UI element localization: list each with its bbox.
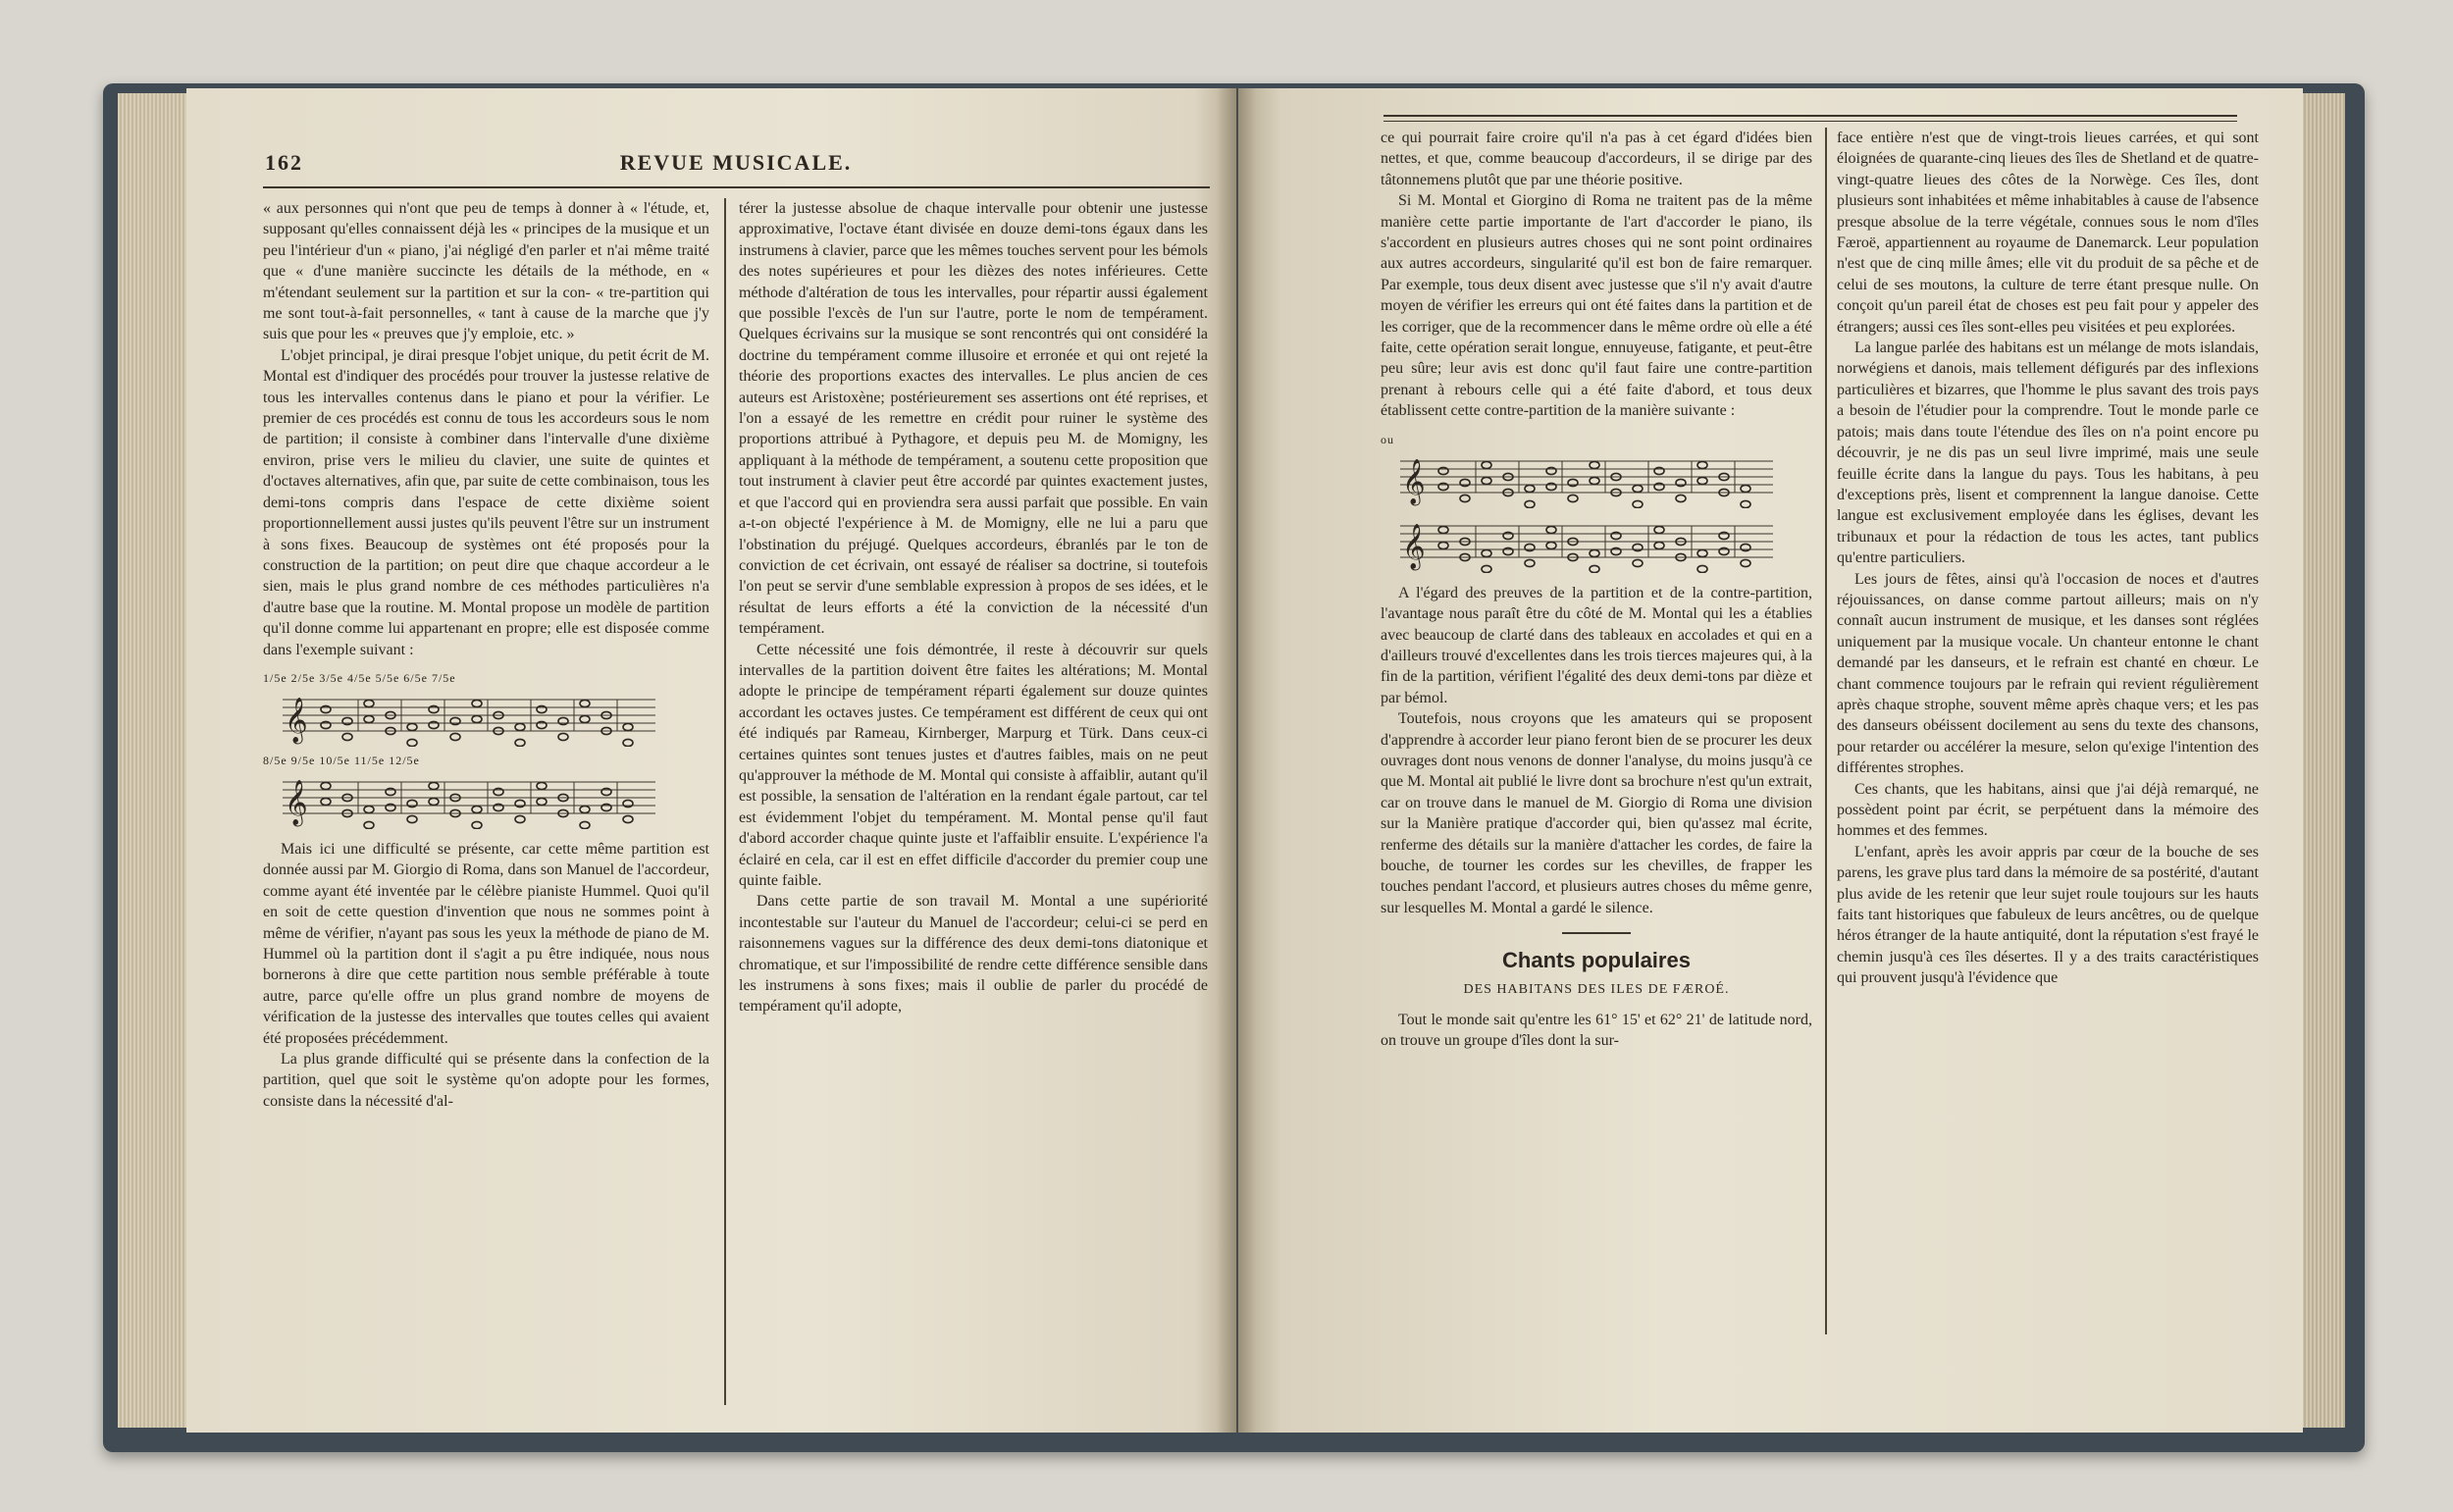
- note-icon: [1697, 477, 1707, 484]
- note-icon: [1654, 542, 1664, 548]
- note-icon: [321, 782, 331, 789]
- note-icon: [1697, 565, 1707, 572]
- section-heading: Chants populaires: [1502, 948, 1691, 973]
- note-icon: [1438, 526, 1448, 533]
- note-icon: [1525, 500, 1535, 507]
- note-icon: [321, 798, 331, 805]
- music-labels-bottom: 8/5e 9/5e 10/5e 11/5e 12/5e: [263, 753, 420, 767]
- note-icon: [623, 800, 633, 807]
- treble-clef-icon: 𝄞: [1402, 458, 1426, 504]
- note-icon: [1697, 549, 1707, 556]
- note-icon: [1482, 461, 1491, 468]
- note-icon: [623, 723, 633, 730]
- note-icon: [1633, 485, 1643, 492]
- note-icon: [1654, 526, 1664, 533]
- note-icon: [1438, 542, 1448, 548]
- left-page-column-1: [263, 198, 709, 1410]
- paragraph: Mais ici une difficulté se présente, car cette même partition est donnée aussi par M. Giorgio di Roma, dans son Manuel de l'accordeur, comme ayant été inventée par le célèbre pianiste Hummel. Quoi qu'il en soit de cette question d'invention que nous ne sommes point à même de vérifier, n'ayant pas sous les yeux la méthode de piano de M. Hummel où la partition dont il s'agit a pu être indiquée, nous nous bornerons à dire que cette partition nous semble préférable à toute autre, parce qu'elle offre un plus grand nombre de moyens de vérification de la justesse des intervalles que toutes celles qui avaient été proposées précédemment.: [263, 840, 709, 1047]
- note-icon: [321, 705, 331, 712]
- column-rule: [724, 198, 726, 1405]
- note-icon: [1546, 483, 1556, 490]
- note-icon: [1482, 477, 1491, 484]
- paragraph: Cette nécessité une fois démontrée, il reste à découvrir sur quels intervalles de la partition doivent être faites les altérations; M. Montal adopte le principe de tempérament réparti également sur douze quintes accordant les octaves justes. Ce tempérament est différent de ceux qui ont été indiqués par Rameau, Kirnberger, Marpurg et Türk. Dans ceux-ci certaines quintes sont tenues justes et d'autres faibles, mais on ne peut qu'approuver la méthode de M. Montal qui consiste à affaiblir, autant qu'il est possible, la sensation de l'altération en la rendant égale partout, car tel est évidemment l'objet du tempérament. M. Montal pense qu'il faut d'abord accorder chaque quinte juste et l'affaiblir ensuite. L'expérience l'a éclairé en cela, car il est en effet difficile d'accorder du premier coup une quinte faible.: [739, 641, 1208, 889]
- note-icon: [429, 705, 439, 712]
- music-example: [263, 668, 709, 829]
- music-staff: [1400, 512, 1773, 573]
- note-icon: [515, 800, 525, 807]
- note-icon: [1590, 461, 1599, 468]
- note-icon: [623, 815, 633, 822]
- section-subheading: DES HABITANS DES ILES DE FÆROÉ.: [1463, 981, 1730, 997]
- treble-clef-icon: 𝄞: [285, 697, 308, 743]
- note-icon: [1546, 542, 1556, 548]
- note-icon: [1503, 532, 1513, 539]
- treble-clef-icon: 𝄞: [285, 779, 308, 825]
- note-icon: [407, 723, 417, 730]
- left-page-column-2: [739, 198, 1208, 1410]
- note-icon: [429, 721, 439, 728]
- note-icon: [342, 717, 352, 724]
- paragraph: ce qui pourrait faire croire qu'il n'a pas à cet égard d'idées bien nettes, et que, comme beaucoup d'accordeurs, il se dirige par des tâtonnemens plutôt que par une théorie positive.: [1381, 130, 1812, 188]
- paragraph: L'enfant, après les avoir appris par cœur de la bouche de ses parens, les grave plus tard dans la mémoire de sa postérité, d'autant plus avide de les retenir que leur sujet roule toujours sur les hauts faits tant historiques que fabuleux de leurs ancêtres, ou de quelque héros étranger de la haute antiquité, dont la réputation s'est frayé le chemin jusqu'à ces îles désertes. Il y a des traits caractéristiques qui prouvent jusqu'à l'évidence que: [1837, 843, 2259, 987]
- note-icon: [386, 804, 395, 810]
- music-labels-top: ou: [1381, 432, 1394, 446]
- paragraph: Dans cette partie de son travail M. Montal a une supériorité incontestable sur l'auteur du Manuel de l'accordeur; celui-ci se perd en raisonnemens vagues sur la différence des deux demi-tons diatonique et chromatique, et sur l'impossibilité de rendre cette différence sensible dans les instrumens à sons fixes; mais il oublie de parler du procédé de tempérament qu'il adopte,: [739, 893, 1208, 1016]
- note-icon: [580, 700, 590, 706]
- right-page: [1238, 88, 2303, 1433]
- running-title: REVUE MUSICALE.: [619, 150, 853, 175]
- treble-clef-icon: 𝄞: [1402, 523, 1426, 569]
- note-icon: [558, 733, 568, 740]
- note-icon: [515, 739, 525, 746]
- note-icon: [429, 782, 439, 789]
- right-page-column-2: [1837, 128, 2259, 1334]
- header-rule: [263, 186, 1210, 188]
- note-icon: [472, 700, 482, 706]
- paragraph: La plus grande difficulté qui se présente dans la confection de la partition, quel que soit le système qu'on adopte pour les formes, consiste dans la nécessité d'al-: [263, 1051, 709, 1110]
- note-icon: [1633, 559, 1643, 566]
- note-icon: [1546, 467, 1556, 474]
- note-icon: [1525, 559, 1535, 566]
- note-icon: [1438, 467, 1448, 474]
- note-icon: [494, 788, 503, 795]
- note-icon: [429, 798, 439, 805]
- paragraph: Si M. Montal et Giorgino di Roma ne traitent pas de la même manière cette partie importante de l'art d'accorder le piano, ils s'accordent en plusieurs autres choses qui ne sont point ordinaires aux autres accordeurs, singularité qu'il est bon de faire remarquer. Par exemple, tous deux disent avec justesse que s'il n'y avait d'autre moyen de vérifier les erreurs qui ont été faites dans la partition et de les corriger, que de la recommencer dans le même ordre où elle a été faite, cette opération serait longue, ennuyeuse, fatigante, et peut-être peu sûre; leur avis est donc qu'il faut faire une contre-partition prenant à rebours celle qui a été faite d'abord, et tous deux établissent cette contre-partition de la manière suivante :: [1381, 192, 1812, 420]
- note-icon: [537, 705, 547, 712]
- music-staff: [1400, 447, 1773, 508]
- note-icon: [1590, 565, 1599, 572]
- note-icon: [407, 815, 417, 822]
- paragraph: Tout le monde sait qu'entre les 61° 15' et 62° 21' de latitude nord, on trouve un groupe d'îles dont la sur-: [1381, 1012, 1812, 1050]
- note-icon: [364, 715, 374, 722]
- note-icon: [1611, 547, 1621, 554]
- note-icon: [1676, 479, 1686, 486]
- note-icon: [1676, 495, 1686, 501]
- note-icon: [1503, 547, 1513, 554]
- running-head: [265, 142, 1207, 182]
- note-icon: [1719, 532, 1729, 539]
- music-staff: [283, 686, 655, 747]
- music-example: [1381, 430, 1812, 573]
- paragraph: térer la justesse absolue de chaque intervalle pour obtenir une justesse approximative, l'octave étant divisée en douze demi-tons égaux dans les instrumens à clavier, parce que les mêmes touches servent pour les bémols des notes supérieures et pour les dièzes des notes inférieures. Cette méthode d'altération de tous les intervalles, pour répartir aussi également que possible l'excès de l'un sur l'autre, porte le nom de tempérament. Quelques écrivains sur la musique se sont rencontrés qui ont considéré la doctrine du tempérament comme illusoire et erronée et qui ont rejeté la théorie des proportions exactes des intervalles. Le plus ancien de ces auteurs est Aristoxène; postérieurement ses assertions ont été reprises, et l'on a essayé de les remettre en crédit pour ruiner le système des proportions attribué à Pythagore, et depuis peu M. de Momigny, les appliquant à la méthode de tempérament, a soutenu cette proposition que tout instrument à clavier peut être accordé par quintes exactement justes, et que l'accord qui en proviendra sera aussi parfait que possible. En vain a-t-on objecté l'expérience à M. de Momigny, elle ne lui a paru que l'obstination du préjugé. Quelques accordeurs, ébranlés par le ton de conviction de cet écrivain, ont essayé de réaliser sa doctrine, si toutefois l'on peut se servir d'une semblable expression à propos de ses idées, et le résultat de leurs efforts a été la conviction de la nécessité d'un tempérament.: [739, 200, 1208, 638]
- note-icon: [1654, 467, 1664, 474]
- note-icon: [580, 715, 590, 722]
- note-icon: [321, 721, 331, 728]
- note-icon: [1546, 526, 1556, 533]
- note-icon: [1460, 495, 1470, 501]
- note-icon: [558, 717, 568, 724]
- left-page: [186, 88, 1236, 1433]
- note-icon: [537, 798, 547, 805]
- note-icon: [386, 788, 395, 795]
- note-icon: [450, 733, 460, 740]
- note-icon: [1568, 495, 1578, 501]
- note-icon: [601, 804, 611, 810]
- note-icon: [515, 723, 525, 730]
- note-icon: [472, 715, 482, 722]
- note-icon: [1438, 483, 1448, 490]
- note-icon: [494, 804, 503, 810]
- note-icon: [1611, 532, 1621, 539]
- section-rule: [1562, 932, 1631, 934]
- header-rule-thin: [1383, 121, 2237, 122]
- note-icon: [1741, 544, 1750, 550]
- paragraph: L'objet principal, je dirai presque l'objet unique, du petit écrit de M. Montal est d'indiquer des procédés pour trouver la justesse relative de tous les intervalles contenus dans le piano et pour la vérifier. Le premier de ces procédés est connu de tous les accordeurs sous le nom de partition; il consiste à combiner dans l'intervalle d'une dixième environ, prise vers le milieu du clavier, une suite de quintes et d'octaves alternatives, afin que, par suite de cette combinaison, tous les demi-tons compris dans l'espace de cette dixième soient proportionnellement aussi justes qu'ils peuvent l'être sur un instrument à sons fixes. Beaucoup de systèmes ont été proposés pour la construction de la partition; on peut dire que chaque accordeur a le sien, mais le plus grand nombre de ces méthodes particulières n'a d'autre base que la routine. M. Montal propose un modèle de partition qu'il donne comme lui appartenant en propre; elle est disposée comme dans l'exemple suivant :: [263, 346, 709, 658]
- page-number: 162: [265, 150, 303, 175]
- paragraph: Ces chants, que les habitans, ainsi que j'ai déjà remarqué, ne possèdent point par écrit, se perpétuent dans la mémoire des hommes et des femmes.: [1837, 780, 2259, 840]
- note-icon: [1633, 544, 1643, 550]
- paragraph: face entière n'est que de vingt-trois lieues carrées, et qui sont éloignées de quarante-cinq lieues des îles de Shetland et de quatre-vingt-quatre lieues des côtes de la Norwège. Ces îles, dont plusieurs sont inhabitées et même inhabitables à cause de l'absence presque absolue de la terre végétale, connues sous le nom d'îles Færoë, appartiennent au royaume de Danemarck. Leur population n'est que de cinq mille âmes; elle vit du produit de sa pêche et de celui de ses moutons, la culture de terre étant presque nulle. On conçoit qu'un pareil état de choses est peu fait pour y appeler des étrangers; aussi ces îles sont-elles peu visitées et peu explorées.: [1837, 130, 2259, 336]
- note-icon: [537, 782, 547, 789]
- note-icon: [450, 717, 460, 724]
- page-edges-left: [118, 93, 196, 1428]
- music-staff: [283, 768, 655, 829]
- paragraph: Toutefois, nous croyons que les amateurs qui se proposent d'apprendre à accorder leur piano feront bien de se procurer les deux ouvrages dont nous venons de donner l'analyse, du moins jusqu'à ce que M. Montal ait publié le livre dont sa brochure n'est qu'un extrait, car on trouve dans le manuel de M. Giorgio di Roma une division sur la Manière pratique d'accorder qui, bien qu'assez mal écrite, renferme des détails sur la manière d'attacher les cordes, de faire la bouche, de tourner les cordes sur les chevilles, de frapper les touches pendant l'accord, et plusieurs autres choses du même genre, sur lesquelles M. Montal a gardé le silence.: [1381, 710, 1812, 916]
- note-icon: [472, 806, 482, 812]
- note-icon: [364, 806, 374, 812]
- note-icon: [407, 739, 417, 746]
- note-icon: [1590, 549, 1599, 556]
- note-icon: [580, 806, 590, 812]
- note-icon: [1482, 549, 1491, 556]
- note-icon: [472, 821, 482, 828]
- column-rule: [1825, 128, 1827, 1334]
- header-rule: [1383, 115, 2237, 117]
- note-icon: [1525, 544, 1535, 550]
- note-icon: [1482, 565, 1491, 572]
- note-icon: [515, 815, 525, 822]
- note-icon: [1741, 485, 1750, 492]
- note-icon: [342, 733, 352, 740]
- note-icon: [1460, 479, 1470, 486]
- note-icon: [1741, 500, 1750, 507]
- paragraph: « aux personnes qui n'ont que peu de temps à donner à « l'étude, et, supposant qu'elles connaissent déjà les « principes de la musique et un peu l'intérieur d'un « piano, j'ai négligé d'en parler et n'ai même traité que « d'une manière succincte les détails de la méthode, en « m'étendant seulement sur la partition et sur la con- « tre-partition qui me sont tout-à-fait personnelles, « tant à cause de la marche que j'y suis que pour les « preuves que j'y emploie, etc. »: [263, 200, 709, 343]
- note-icon: [537, 721, 547, 728]
- note-icon: [623, 739, 633, 746]
- note-icon: [1741, 559, 1750, 566]
- note-icon: [364, 821, 374, 828]
- note-icon: [364, 700, 374, 706]
- paragraph: A l'égard des preuves de la partition et de la contre-partition, l'avantage nous paraît être du côté de M. Montal qui les a établies avec beaucoup de clarté dans des tableaux en accolades et qui en a d'ailleurs trouvé d'excellentes dans les trois tierces majeures qui, à la fin de la partition, vérifient l'égalité des deux demi-tons par dièze et par bémol.: [1381, 584, 1812, 706]
- note-icon: [1590, 477, 1599, 484]
- right-page-column-1: [1381, 128, 1812, 1334]
- note-icon: [1633, 500, 1643, 507]
- note-icon: [407, 800, 417, 807]
- music-labels-top: 1/5e 2/5e 3/5e 4/5e 5/5e 6/5e 7/5e: [263, 670, 456, 685]
- note-icon: [1697, 461, 1707, 468]
- note-icon: [601, 788, 611, 795]
- note-icon: [1568, 479, 1578, 486]
- note-icon: [580, 821, 590, 828]
- note-icon: [1654, 483, 1664, 490]
- paragraph: Les jours de fêtes, ainsi qu'à l'occasion de noces et d'autres réjouissances, on danse comme partout ailleurs; mais on n'y connaît aucun instrument de musique, et les danses sont réglées uniquement par la musique vocale. Un chanteur entonne le chant demandé par les danseurs, et le refrain est chanté en chœur. Le chant commence toujours par le refrain qui revient régulièrement après chaque strophe, souvent même après chaque vers; et les pas des danseurs obéissent docilement au sens du texte des chansons, pour retarder ou accélérer la mesure, selon qu'exige l'intention des différentes strophes.: [1837, 570, 2259, 777]
- note-icon: [1525, 485, 1535, 492]
- note-icon: [1719, 547, 1729, 554]
- book-gutter: [1217, 88, 1256, 1433]
- paragraph: La langue parlée des habitans est un mélange de mots islandais, norwégiens et danois, mais tellement défigurés par des inflexions particulières et bizarres, que l'homme le plus savant des trois pays a besoin de l'étudier pour la comprendre. Tout le monde parle ce patois; mais dans toute l'étendue des îles on n'a point encore pu découvrir, je ne dis pas un seul livre imprimé, mais une seule feuille écrite dans la langue du pays. Tous les habitans, à peu d'exceptions près, lisent et comprennent la langue danoise. Cette langue est exclusivement employée dans les églises, devant les tribunaux et pour la rédaction de tous les actes, tant publics qu'entre particuliers.: [1837, 339, 2259, 567]
